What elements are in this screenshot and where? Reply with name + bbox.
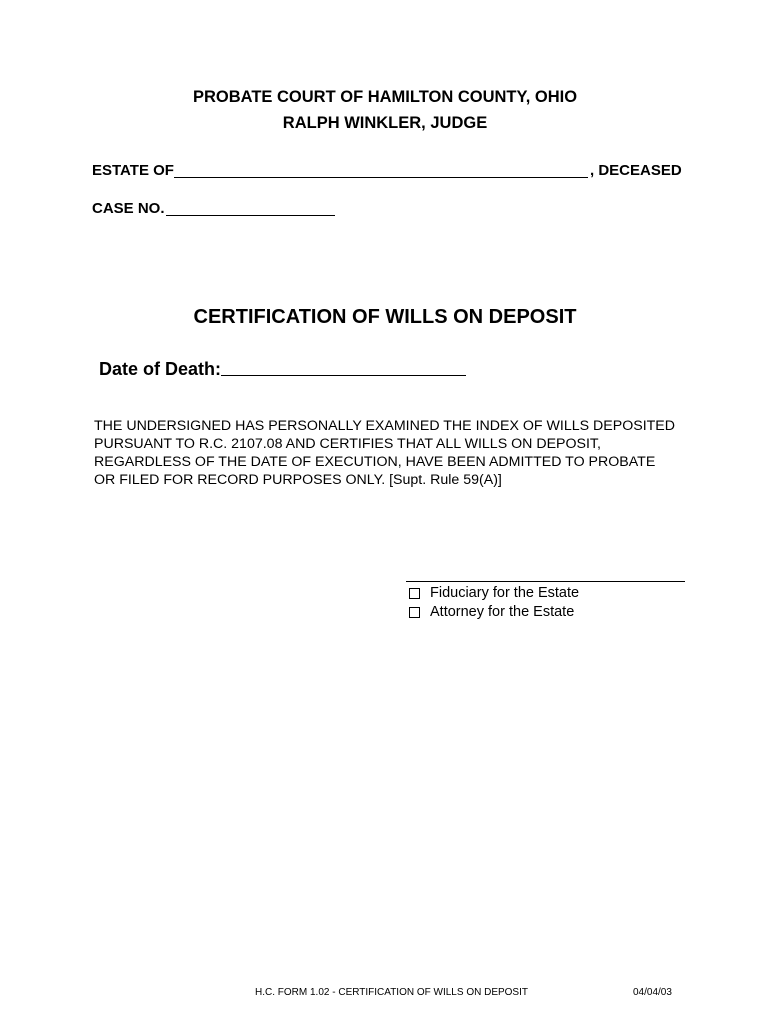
judge-name: RALPH WINKLER, JUDGE — [282, 114, 488, 132]
case-number-field[interactable] — [166, 215, 335, 216]
attorney-option[interactable] — [409, 604, 574, 620]
form-date: 04/04/03 — [633, 987, 672, 998]
certification-statement — [94, 417, 675, 489]
date-of-death-label: Date of Death: — [99, 359, 222, 379]
form-number: H.C. FORM 1.02 - CERTIFICATION OF WILLS ON DEPOSIT — [255, 987, 528, 998]
document-title: CERTIFICATION OF WILLS ON DEPOSIT — [193, 306, 577, 328]
certification-line: PURSUANT TO R.C. 2107.08 AND CERTIFIES THAT ALL WILLS ON DEPOSIT, — [94, 436, 601, 452]
estate-label: ESTATE OF — [92, 162, 174, 179]
certification-line: OR FILED FOR RECORD PURPOSES ONLY. [Supt. Rule 59(A)] — [94, 472, 502, 488]
case-number-label: CASE NO. — [92, 200, 165, 217]
deceased-label: , DECEASED — [590, 162, 682, 179]
date-of-death-field[interactable] — [221, 375, 466, 376]
fiduciary-checkbox[interactable] — [409, 588, 420, 599]
attorney-label: Attorney for the Estate — [430, 604, 575, 620]
fiduciary-option[interactable] — [409, 585, 579, 601]
estate-name-field[interactable] — [174, 177, 588, 178]
attorney-checkbox[interactable] — [409, 607, 420, 618]
fiduciary-label: Fiduciary for the Estate — [430, 585, 580, 601]
court-name: PROBATE COURT OF HAMILTON COUNTY, OHIO — [192, 88, 578, 106]
certification-line: THE UNDERSIGNED HAS PERSONALLY EXAMINED THE INDEX OF WILLS DEPOSITED — [94, 418, 676, 434]
signature-field[interactable] — [406, 581, 685, 582]
certification-line: REGARDLESS OF THE DATE OF EXECUTION, HAVE BEEN ADMITTED TO PROBATE — [94, 454, 656, 470]
